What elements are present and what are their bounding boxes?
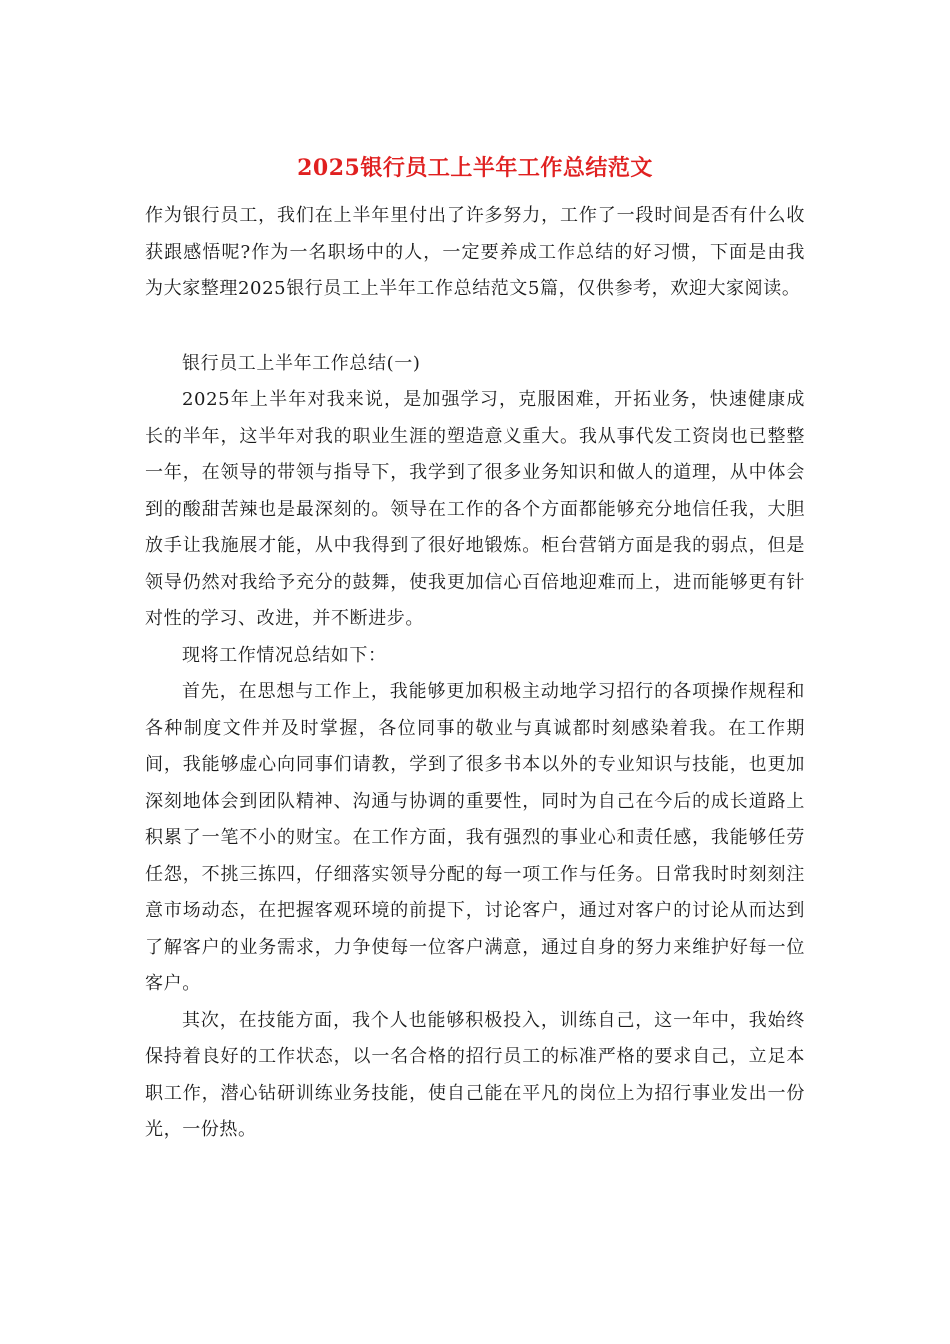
section-heading: 银行员工上半年工作总结(一) [182,352,421,374]
document-body [145,152,805,1149]
body-paragraph: 2025年上半年对我来说，是加强学习，克服困难，开拓业务，快速健康成长的半年，这半年对我的职业生涯的塑造意义重大。我从事代发工资岗也已整整一年，在领导的带领与指导下，我学到了很多业务知识和做人的道理，从中体会到的酸甜苦辣也是最深刻的。领导在工作的各个方面都能够充分地信任我，大胆放手让我施展才能，从中我得到了很好地锻炼。柜台营销方面是我的弱点，但是领导仍然对我给予充分的鼓舞，使我更加信心百倍地迎难而上，进而能够更有针对性的学习、改进，并不断进步。 [145,389,805,629]
body-paragraph: 现将工作情况总结如下： [182,644,387,666]
body-paragraph: 首先，在思想与工作上，我能够更加积极主动地学习招行的各项操作规程和各种制度文件并及时掌握，各位同事的敬业与真诚都时刻感染着我。在工作期间，我能够虚心向同事们请教，学到了很多书本以外的专业知识与技能，也更加深刻地体会到团队精神、沟通与协调的重要性，同时为自己在今后的成长道路上积累了一笔不小的财宝。在工作方面，我有强烈的事业心和责任感，我能够任劳任怨，不挑三拣四，仔细落实领导分配的每一项工作与任务。日常我时时刻刻注意市场动态，在把握客观环境的前提下，讨论客户，通过对客户的讨论从而达到了解客户的业务需求，力争使每一位客户满意，通过自身的努力来维护好每一位客户。 [145,681,805,994]
intro-paragraph: 作为银行员工，我们在上半年里付出了许多努力，工作了一段时间是否有什么收获跟感悟呢?作为一名职场中的人，一定要养成工作总结的好习惯，下面是由我为大家整理2025银行员工上半年工作总结范文5篇，仅供参考，欢迎大家阅读。 [145,205,805,299]
body-paragraph: 其次，在技能方面，我个人也能够积极投入，训练自己，这一年中，我始终保持着良好的工作状态，以一名合格的招行员工的标准严格的要求自己，立足本职工作，潜心钻研训练业务技能，使自己能在平凡的岗位上为招行事业发出一份光，一份热。 [145,1009,805,1140]
document-title: 2025银行员工上半年工作总结范文 [297,155,653,181]
